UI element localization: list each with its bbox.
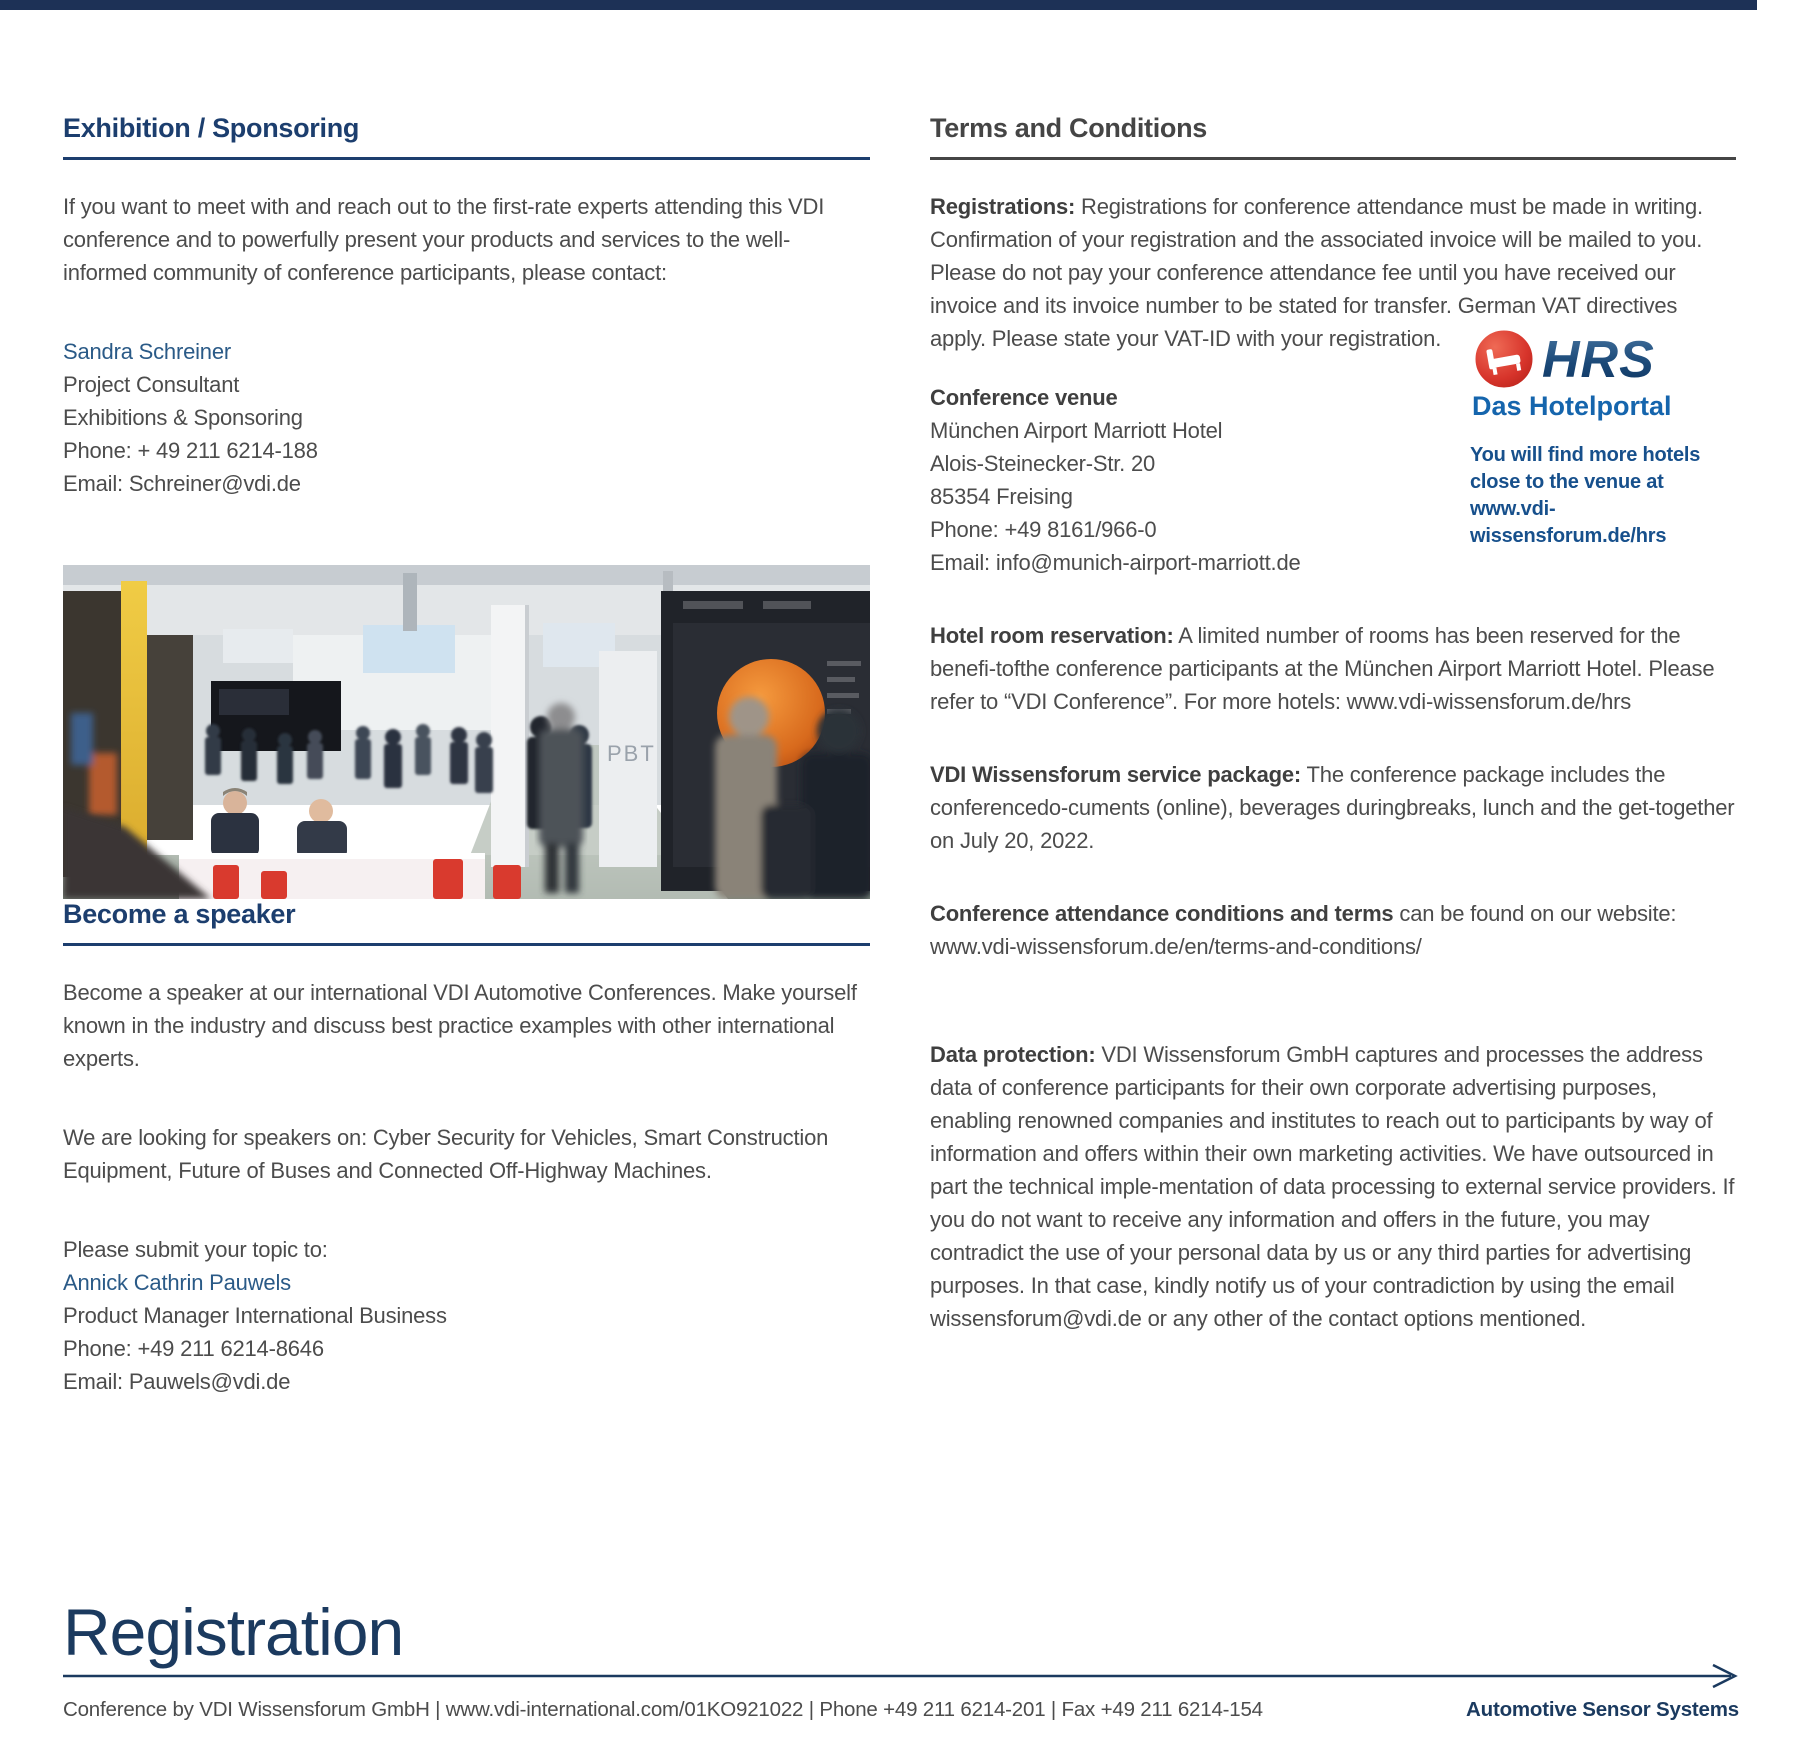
venue-street: Alois-Steinecker-Str. 20 — [930, 451, 1156, 476]
service-package-text: The conference package includes the conferencedo-cuments (online), beverages duringbreaks, lunch and the get-together on July 20, 2022. — [930, 762, 1735, 853]
speaker-paragraph-1: Become a speaker at our international VDI Automotive Conferences. Make yourself known in the industry and discuss best practice examples with other international experts. — [63, 980, 857, 1071]
footer-rule-arrow — [63, 1662, 1739, 1690]
become-speaker-heading: Become a speaker — [63, 899, 870, 946]
speaker-contact-block — [63, 1233, 870, 1398]
footer-conference-name: Automotive Sensor Systems — [1466, 1698, 1739, 1721]
exhibition-photo — [63, 565, 870, 899]
hrs-brand-text: HRS — [1542, 331, 1655, 389]
hrs-note-line2: close to the venue at — [1470, 471, 1664, 493]
submit-topic-label: Please submit your topic to: — [63, 1237, 328, 1262]
hotel-reservation-text: A limited number of rooms has been reserved for the benefi-tofthe conference participants at the München Airport Marriott Hotel. Please refer to “VDI Conference”. For more hotels: www.vdi-wissensforum.de/hrs — [930, 623, 1715, 714]
attendance-conditions-paragraph — [930, 897, 1736, 963]
speaker-paragraph-2: We are looking for speakers on: Cyber Security for Vehicles, Smart Construction Equipment, Future of Buses and Connected Off-Highway Machines. — [63, 1125, 829, 1183]
contact-name: Sandra Schreiner — [63, 339, 232, 364]
venue-hotel-name: München Airport Marriott Hotel — [930, 418, 1223, 443]
service-package-paragraph — [930, 758, 1736, 857]
contact-email: Email: Pauwels@vdi.de — [63, 1369, 291, 1394]
contact-phone: Phone: +49 211 6214-8646 — [63, 1336, 324, 1361]
attendance-conditions-text: can be found on our website: www.vdi-wissensforum.de/en/terms-and-conditions/ — [930, 901, 1677, 959]
attendance-conditions-lead: Conference attendance conditions and terms — [930, 901, 1394, 926]
registration-title: Registration — [63, 1595, 404, 1669]
footer-conference-info: Conference by VDI Wissensforum GmbH | www.vdi-international.com/01KO921022 | Phone +49 211 6214-201 | Fax +49 211 6214-154 — [63, 1698, 1263, 1721]
exhibition-intro-paragraph: If you want to meet with and reach out to the first-rate experts attending this VDI conference and to powerfully present your products and services to the well-informed community of conference participants, please contact: — [63, 194, 825, 285]
contact-role: Product Manager International Business — [63, 1303, 447, 1328]
registrations-text: Registrations for conference attendance must be made in writing. Confirmation of your registration and the associated invoice will be mailed to you. Please do not pay your conference attendance fee until you have received our invoice and its invoice number to be stated for transfer. German VAT directives apply. Please state your VAT-ID with your registration. — [930, 194, 1703, 351]
contact-department: Exhibitions & Sponsoring — [63, 405, 303, 430]
data-protection-text: VDI Wissensforum GmbH captures and processes the address data of conference participants for their own corporate advertising purposes, enabling renowned companies and institutes to reach out to participants by way of information and offers within their own marketing activities. We have outsourced in part the technical imple-mentation of data processing to external service providers. If you do not want to receive any information and offers in the future, you may contradict the use of your personal data by us or any third parties for advertising purposes. In that case, kindly notify us of your contradiction by using the email wissensforum@vdi.de or any other of the contact options mentioned. — [930, 1042, 1735, 1331]
exhibition-sponsoring-heading: Exhibition / Sponsoring — [63, 113, 870, 160]
terms-conditions-heading: Terms and Conditions — [930, 113, 1736, 160]
service-package-lead: VDI Wissensforum service package: — [930, 762, 1302, 787]
hotel-reservation-paragraph — [930, 619, 1736, 718]
top-accent-bar — [0, 0, 1757, 10]
venue-lead: Conference venue — [930, 385, 1118, 410]
svg-text:PBT: PBT — [607, 741, 656, 766]
data-protection-lead: Data protection: — [930, 1042, 1096, 1067]
contact-email: Email: Schreiner@vdi.de — [63, 471, 301, 496]
data-protection-paragraph — [930, 1038, 1736, 1335]
hrs-logo — [1470, 325, 1736, 421]
registrations-lead: Registrations: — [930, 194, 1076, 219]
hrs-logo-block — [1470, 325, 1736, 550]
left-column — [63, 113, 870, 1398]
hrs-subtitle: Das Hotelportal — [1472, 391, 1672, 421]
hotel-reservation-lead: Hotel room reservation: — [930, 623, 1174, 648]
sponsoring-contact-block — [63, 335, 870, 500]
venue-phone: Phone: +49 8161/966-0 — [930, 517, 1157, 542]
venue-city: 85354 Freising — [930, 484, 1073, 509]
hrs-note-line1: You will find more hotels — [1470, 444, 1701, 466]
venue-email: Email: info@munich-airport-marriott.de — [930, 550, 1301, 575]
contact-role: Project Consultant — [63, 372, 240, 397]
contact-name: Annick Cathrin Pauwels — [63, 1270, 291, 1295]
hrs-note-link: www.vdi-wissensforum.de/hrs — [1470, 498, 1667, 547]
right-column — [930, 113, 1736, 1335]
contact-phone: Phone: + 49 211 6214-188 — [63, 438, 318, 463]
hrs-note — [1470, 442, 1736, 550]
